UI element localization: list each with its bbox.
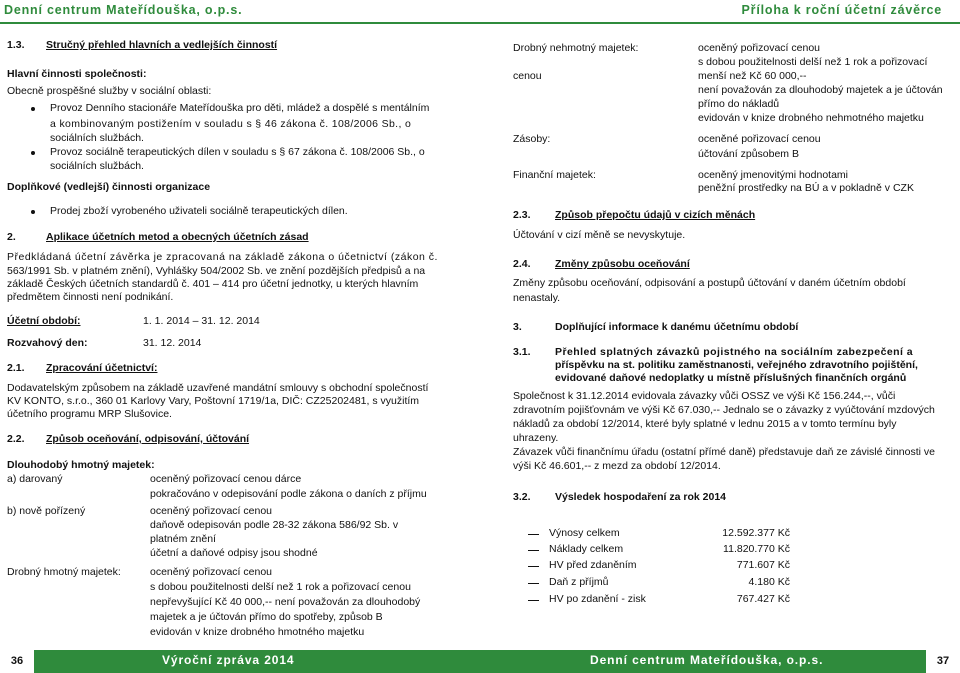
- dnm-label-2: cenou: [513, 70, 542, 82]
- inventory-value-1: oceněné pořizovací cenou: [698, 133, 821, 145]
- small-tangible-value-4: majetek a je účtován přímo do spotřeby, způsob B: [150, 611, 383, 623]
- header-rule: [0, 22, 960, 24]
- small-tangible-value-5: evidován v knize drobného hmotného majetku: [150, 626, 365, 638]
- footer-center: Výroční zpráva 2014: [162, 653, 295, 667]
- bullet-1-line-3: sociálních službách.: [50, 132, 144, 144]
- sec31-para-line-5: Závazek vůči finančnímu úřadu (ostatní přímé daně) představuje daň ze závislé činnosti ve: [513, 446, 935, 458]
- sec21-para-line-1: Dodavatelským způsobem na základě uzavřené mandátní smlouvy s obchodní společností: [7, 382, 429, 394]
- sec2-title: Aplikace účetních metod a obecných účetních zásad: [46, 231, 309, 243]
- result-value: 11.820.770 Kč: [723, 543, 790, 555]
- period-value: 1. 1. 2014 – 31. 12. 2014: [143, 315, 260, 327]
- sec31-title-line-1: Přehled splatných závazků pojistného na sociálním zabezpečení a: [555, 346, 914, 358]
- sec31-title-line-3: evidované daňové nedoplatky u místně příslušných finančních orgánů: [555, 372, 907, 384]
- result-label: Daň z příjmů: [549, 576, 609, 588]
- side-activities-title: Doplňkové (vedlejší) činnosti organizace: [7, 181, 211, 193]
- sec24-para-line-1: Změny způsobu oceňování, odpisování a postupů účtování v daném účetním období: [513, 277, 906, 289]
- result-label: Výnosy celkem: [549, 527, 620, 539]
- sec31-num: 3.1.: [513, 346, 531, 358]
- sec31-para-line-1: Společnost k 31.12.2014 evidovala závazky vůči OSSZ ve výši Kč 156.244,--, vůči: [513, 390, 896, 402]
- sec24-num: 2.4.: [513, 258, 531, 270]
- sec21-num: 2.1.: [7, 362, 25, 374]
- new-label: b) nově pořízený: [7, 505, 86, 517]
- result-label: HV před zdaněním: [549, 559, 637, 571]
- dhm-title: Dlouhodobý hmotný majetek:: [7, 459, 155, 471]
- sec2-para-line-1: Předkládaná účetní závěrka je zpracovaná na základě zákona o účetnictví (zákon č.: [7, 251, 438, 263]
- period-label: Účetní období:: [7, 315, 81, 327]
- result-value: 767.427 Kč: [736, 593, 790, 605]
- sec3-num: 3.: [513, 321, 522, 333]
- new-value-1: oceněný pořizovací cenou: [150, 505, 272, 517]
- result-label: HV po zdanění - zisk: [549, 593, 646, 605]
- financial-value-2: peněžní prostředky na BÚ a v pokladně v CZK: [698, 182, 914, 194]
- small-tangible-value-1: oceněný pořizovací cenou: [150, 566, 272, 578]
- bullet-2-line-2: sociálních službách.: [50, 160, 144, 172]
- inventory-value-2: účtování způsobem B: [698, 148, 799, 160]
- sec31-para-line-2: zdravotním pojišťovnám ve výši Kč 67.030,-- Jednalo se o závazky z vyúčtování mzdových: [513, 404, 935, 416]
- financial-value-1: oceněný jmenovitými hodnotami: [698, 169, 848, 181]
- new-value-4: účetní a daňové odpisy jsou shodné: [150, 547, 318, 559]
- header-title-right: Příloha k roční účetní závěrce: [741, 3, 942, 17]
- sec23-num: 2.3.: [513, 209, 531, 221]
- sec2-num: 2.: [7, 231, 16, 243]
- balance-day-label: Rozvahový den:: [7, 337, 88, 349]
- dnm-value-6: evidován v knize drobného nehmotného majetku: [698, 112, 924, 124]
- bullet-1-line-1: Provoz Denního stacionáře Mateřídouška pro děti, mládež a dospělé s mentálním: [50, 102, 430, 114]
- dnm-value-4: není považován za dlouhodobý majetek a je účtován: [698, 84, 943, 96]
- sec31-title-line-2: příspěvku na st. politiku zaměstnanosti, veřejného zdravotního pojištění,: [555, 359, 918, 371]
- sec31-para-line-3: nákladů za období 12/2014, které byly splatné v lednu 2015 a v tomto termínu byly: [513, 418, 897, 430]
- sec24-title: Změny způsobu oceňování: [555, 258, 690, 270]
- sec31-para-line-6: výši Kč 46.601,-- z mezd za období 12/2014.: [513, 460, 721, 472]
- sec31-para-line-4: uhrazeny.: [513, 432, 559, 444]
- sec21-title: Zpracování účetnictví:: [46, 362, 158, 374]
- bullet-1-line-2: a kombinovaným postižením v souladu s § 46 zákona č. 108/2006 Sb., o: [50, 118, 412, 130]
- sec22-num: 2.2.: [7, 433, 25, 445]
- donated-label: a) darovaný: [7, 473, 63, 485]
- sec2-para-line-2: 563/1991 Sb. v platném znění), Vyhlášky 504/2002 Sb. ve znění pozdějších předpisů a na: [7, 265, 426, 277]
- bullet-3: Prodej zboží vyrobeného uživateli sociálně terapeutických dílen.: [50, 205, 348, 217]
- new-value-3: platném znění: [150, 533, 216, 545]
- footer-right: Denní centrum Mateřídouška, o.p.s.: [590, 653, 824, 667]
- page-number-right: 37: [926, 650, 960, 673]
- main-activities-intro: Obecně prospěšné služby v sociální oblasti:: [7, 85, 212, 97]
- dnm-value-2: s dobou použitelnosti delší než 1 rok a pořizovací: [698, 56, 928, 68]
- balance-day-value: 31. 12. 2014: [143, 337, 202, 349]
- result-value: 12.592.377 Kč: [722, 527, 790, 539]
- donated-value-1: oceněný pořizovací cenou dárce: [150, 473, 302, 485]
- dnm-label: Drobný nehmotný majetek:: [513, 42, 639, 54]
- sec23-para: Účtování v cizí měně se nevyskytuje.: [513, 229, 686, 241]
- sec22-title: Způsob oceňování, odpisování, účtování: [46, 433, 250, 445]
- result-value: 4.180 Kč: [748, 576, 790, 588]
- financial-label: Finanční majetek:: [513, 169, 596, 181]
- dnm-value-1: oceněný pořizovací cenou: [698, 42, 820, 54]
- sec2-para-line-3: základě Českých účetních standardů č. 401 – 414 pro účetní jednotky, u kterých hlavním: [7, 278, 419, 290]
- sec21-para-line-3: účetního programu MRP Slušovice.: [7, 408, 172, 420]
- sec13-title: Stručný přehled hlavních a vedlejších činností: [46, 39, 278, 51]
- dnm-value-5: přímo do nákladů: [698, 98, 780, 110]
- main-activities-title: Hlavní činnosti společnosti:: [7, 68, 147, 80]
- small-tangible-value-2: s dobou použitelnosti delší než 1 rok a pořizovací cenou: [150, 581, 411, 593]
- sec32-num: 3.2.: [513, 491, 531, 503]
- dnm-value-3: menší než Kč 60 000,--: [698, 70, 807, 82]
- bullet-2-line-1: Provoz sociálně terapeutických dílen v souladu s § 67 zákona č. 108/2006 Sb., o: [50, 146, 425, 158]
- sec24-para-line-2: nenastaly.: [513, 292, 561, 304]
- header-title-left: Denní centrum Mateřídouška, o.p.s.: [4, 3, 243, 17]
- donated-value-2: pokračováno v odepisování podle zákona o daních z příjmu: [150, 488, 427, 500]
- result-label: Náklady celkem: [549, 543, 624, 555]
- sec13-num: 1.3.: [7, 39, 25, 51]
- inventory-label: Zásoby:: [513, 133, 551, 145]
- result-value: 771.607 Kč: [736, 559, 790, 571]
- page-number-left: 36: [0, 650, 34, 673]
- small-tangible-label: Drobný hmotný majetek:: [7, 566, 121, 578]
- small-tangible-value-3: nepřevyšující Kč 40 000,-- není považován za dlouhodobý: [150, 596, 421, 608]
- sec32-title: Výsledek hospodaření za rok 2014: [555, 491, 726, 503]
- sec23-title: Způsob přepočtu údajů v cizích měnách: [555, 209, 756, 221]
- sec21-para-line-2: KV KONTO, s.r.o., 360 01 Karlovy Vary, Poštovní 1719/1a, DIČ: CZ25202481, s využitím: [7, 395, 420, 407]
- sec3-title: Doplňující informace k danému účetnímu období: [555, 321, 799, 333]
- new-value-2: daňově odepisován podle 28-32 zákona 586/92 Sb. v: [150, 519, 399, 531]
- sec2-para-line-4: předmětem činnosti není podnikání.: [7, 291, 174, 303]
